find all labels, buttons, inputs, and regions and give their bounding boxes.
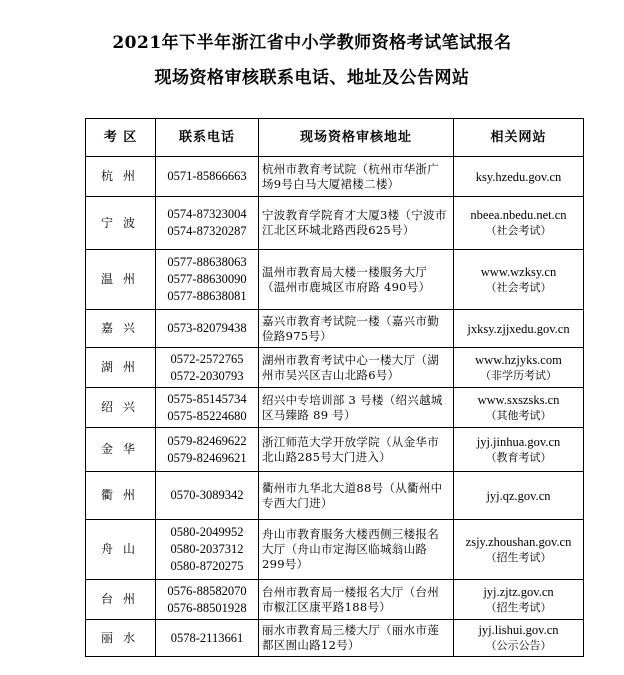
- table-row: [86, 250, 584, 310]
- phone-number: 0577-88638063: [167, 255, 247, 269]
- phone-cell: [156, 620, 259, 657]
- address-cell: 宁波教育学院育才大厦3楼（宁波市江北区环城北路西段625号）: [259, 197, 454, 250]
- website-link[interactable]: jyj.zjtz.gov.cn: [483, 584, 554, 599]
- header-region: 考 区: [86, 119, 156, 157]
- table-row: [86, 310, 584, 348]
- table-row: [86, 388, 584, 428]
- region-cell: 舟山: [86, 520, 156, 580]
- phone-number: 0577-88638081: [167, 289, 247, 303]
- region-cell: 宁波: [86, 197, 156, 250]
- phone-cell: [156, 310, 259, 348]
- website-cell: [454, 310, 584, 348]
- table-row: [86, 472, 584, 520]
- phone-cell: [156, 472, 259, 520]
- region-cell: 衢州: [86, 472, 156, 520]
- phone-number: 0572-2572765: [170, 351, 244, 366]
- region-cell: 杭州: [86, 157, 156, 197]
- phone-number: 0574-87323004: [167, 207, 247, 221]
- phone-number: 0574-87320287: [167, 224, 247, 238]
- address-cell: 湖州市教育考试中心一楼大厅（湖州市吴兴区吉山北路6号）: [259, 348, 454, 388]
- website-cell: [454, 472, 584, 520]
- address-cell: 衢州市九华北大道88号（从衢州中专西大门进）: [259, 472, 454, 520]
- phone-cell: [156, 157, 259, 197]
- phone-number: 0572-2030793: [170, 368, 244, 383]
- region-cell: 温州: [86, 250, 156, 310]
- website-cell: [454, 197, 584, 250]
- phone-number: 0579-82469622: [167, 433, 247, 448]
- phone-cell: [156, 520, 259, 580]
- table-row: [86, 157, 584, 197]
- phone-number: 0577-88630090: [167, 272, 247, 286]
- website-link[interactable]: jyj.jinhua.gov.cn: [476, 434, 561, 449]
- address-cell: 杭州市教育考试院（杭州市华浙广场9号白马大厦裙楼二楼）: [259, 157, 454, 197]
- phone-number: 0576-88501928: [167, 600, 247, 615]
- phone-cell: [156, 388, 259, 428]
- website-cell: [454, 580, 584, 620]
- page-title: 2021年下半年浙江省中小学教师资格考试笔试报名: [112, 33, 512, 53]
- website-link[interactable]: nbeea.nbedu.net.cn: [470, 208, 567, 222]
- header-website: 相关网站: [454, 119, 584, 157]
- region-cell: 湖州: [86, 348, 156, 388]
- header-address: 现场资格审核地址: [259, 119, 454, 157]
- region-cell: 金华: [86, 428, 156, 472]
- phone-cell: [156, 250, 259, 310]
- website-cell: [454, 388, 584, 428]
- header-phone: 联系电话: [156, 119, 259, 157]
- phone-number: 0576-88582070: [167, 583, 247, 598]
- address-cell: 浙江师范大学开放学院（从金华市北山路285号大门进入）: [259, 428, 454, 472]
- website-link[interactable]: jyj.qz.gov.cn: [486, 488, 551, 503]
- phone-number: 0579-82469621: [167, 450, 247, 465]
- website-link[interactable]: ksy.hzedu.gov.cn: [475, 169, 562, 184]
- website-link[interactable]: jyj.lishui.gov.cn: [478, 623, 559, 637]
- website-cell: [454, 157, 584, 197]
- phone-number: 0570-3089342: [170, 488, 244, 502]
- website-note: （社会考试）: [485, 280, 552, 294]
- website-link[interactable]: jxksy.zjjxedu.gov.cn: [467, 321, 570, 336]
- address-cell: 温州市教育局大楼一楼服务大厅（温州市鹿城区市府路 490号）: [259, 250, 454, 310]
- region-cell: 嘉兴: [86, 310, 156, 348]
- table-row: [86, 520, 584, 580]
- address-cell: 台州市教育局一楼报名大厅（台州市椒江区康平路188号）: [259, 580, 454, 620]
- table-row: [86, 620, 584, 657]
- table-header-row: [86, 119, 584, 157]
- region-cell: 绍兴: [86, 388, 156, 428]
- website-cell: [454, 620, 584, 657]
- table-row: [86, 580, 584, 620]
- address-cell: 丽水市教育局三楼大厅（丽水市莲都区囿山路12号）: [259, 620, 454, 657]
- phone-cell: [156, 197, 259, 250]
- website-cell: [454, 348, 584, 388]
- address-cell: 绍兴中专培训部 3 号楼（绍兴越城区马臻路 89 号）: [259, 388, 454, 428]
- website-link[interactable]: www.wzksy.cn: [480, 264, 557, 279]
- website-note: （社会考试）: [485, 224, 552, 237]
- website-note: （非学历考试）: [480, 368, 557, 382]
- website-link[interactable]: www.hzjyks.com: [475, 352, 562, 367]
- website-cell: [454, 428, 584, 472]
- region-cell: 台州: [86, 580, 156, 620]
- phone-number: 0575-85224680: [167, 408, 247, 423]
- region-cell: 丽水: [86, 620, 156, 657]
- address-cell: 嘉兴市教育考试院一楼（嘉兴市勤俭路975号）: [259, 310, 454, 348]
- phone-number: 0578-2113661: [170, 630, 244, 645]
- phone-cell: [156, 428, 259, 472]
- phone-number: 0571-85866663: [167, 169, 247, 183]
- table-row: [86, 428, 584, 472]
- phone-number: 0573-82079438: [167, 321, 247, 335]
- phone-cell: [156, 348, 259, 388]
- website-cell: [454, 520, 584, 580]
- phone-number: 0580-2049952: [170, 525, 244, 539]
- website-link[interactable]: www.sxszsks.cn: [477, 392, 560, 407]
- website-link[interactable]: zsjy.zhoushan.gov.cn: [465, 534, 572, 549]
- table-row: [86, 197, 584, 250]
- website-note: （招生考试）: [485, 550, 552, 564]
- address-cell: 舟山市教育服务大楼西侧三楼报名大厅（舟山市定海区临城翁山路299号）: [259, 520, 454, 580]
- website-note: （其他考试）: [485, 408, 552, 422]
- page-subtitle: 现场资格审核联系电话、地址及公告网站: [154, 68, 470, 88]
- table-row: [86, 348, 584, 388]
- website-note: （招生考试）: [485, 600, 552, 614]
- contact-table: [85, 118, 584, 657]
- phone-number: 0580-2037312: [170, 542, 244, 556]
- website-note: （公示公告）: [485, 639, 552, 652]
- phone-number: 0575-85145734: [167, 391, 247, 406]
- website-cell: [454, 250, 584, 310]
- website-note: （教育考试）: [485, 450, 552, 464]
- phone-cell: [156, 580, 259, 620]
- phone-number: 0580-8720275: [170, 559, 244, 573]
